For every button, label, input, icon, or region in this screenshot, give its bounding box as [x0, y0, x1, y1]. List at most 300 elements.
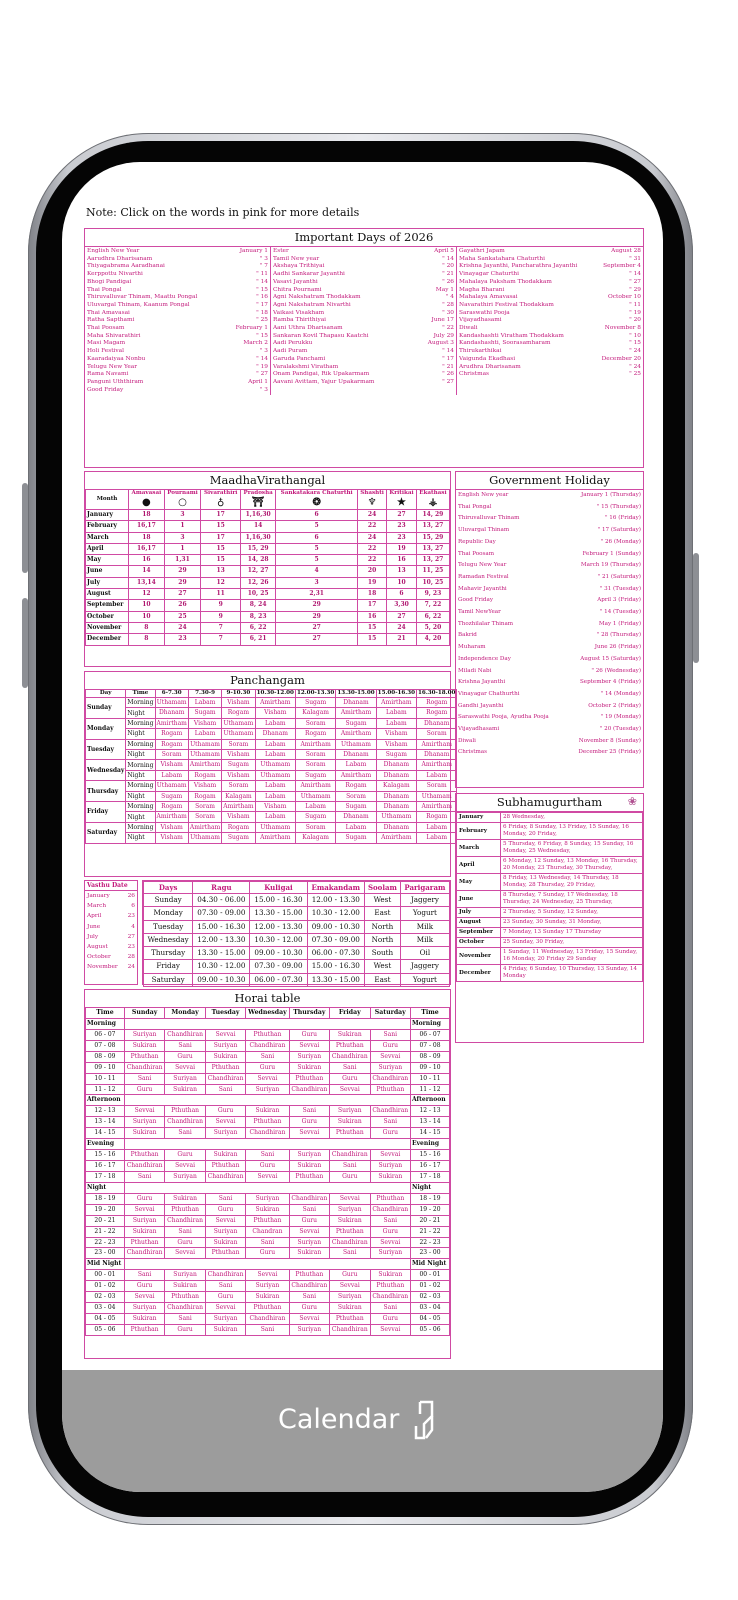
horai-cell[interactable]: Sevvai: [370, 1150, 410, 1161]
maadha-cell[interactable]: 15: [358, 622, 387, 633]
panchangam-cell[interactable]: Soram: [188, 802, 221, 812]
holiday-name[interactable]: Thai Poosam: [458, 550, 495, 557]
maadha-cell[interactable]: 14, 28: [241, 555, 276, 566]
horai-cell[interactable]: Pthuthan: [124, 1324, 164, 1335]
horai-cell[interactable]: Guru: [370, 1226, 410, 1237]
panchangam-cell[interactable]: Rogam: [336, 781, 376, 791]
horai-cell[interactable]: Guru: [246, 1062, 289, 1073]
panchangam-cell[interactable]: Soram: [295, 750, 335, 760]
important-day-name[interactable]: Vaikasi Visakham: [273, 309, 325, 316]
horai-cell[interactable]: Sani: [165, 1040, 205, 1051]
subha-dates[interactable]: 8 Friday, 13 Wednesday, 14 Thursday, 18 Monday, 28 Thursday, 29 Friday,: [501, 874, 643, 891]
holiday-name[interactable]: Muharam: [458, 644, 486, 651]
panchangam-cell[interactable]: Labam: [376, 718, 416, 728]
horai-cell[interactable]: Pthuthan: [370, 1193, 410, 1204]
horai-cell[interactable]: Sani: [165, 1128, 205, 1139]
important-day-row[interactable]: [459, 256, 641, 264]
important-day-name[interactable]: Thai Poosam: [87, 325, 125, 332]
panchangam-cell[interactable]: Dhanam: [336, 812, 376, 822]
panchangam-cell[interactable]: Uthamam: [255, 822, 295, 832]
important-day-name[interactable]: Maha Shivarathiri: [87, 332, 141, 339]
panchangam-cell[interactable]: Uthamam: [156, 782, 187, 790]
important-day-row[interactable]: [459, 340, 641, 348]
panchangam-cell[interactable]: Labam: [255, 750, 295, 760]
panchangam-cell[interactable]: Visham: [376, 729, 416, 739]
important-day-row[interactable]: [87, 333, 268, 341]
panchangam-cell[interactable]: Rogam: [188, 791, 221, 801]
important-day-row[interactable]: [273, 302, 454, 310]
holiday-name[interactable]: Uluvargal Thinam: [458, 527, 510, 534]
panchangam-cell[interactable]: Labam: [417, 770, 457, 780]
panchangam-cell[interactable]: Rogam: [155, 729, 188, 739]
horai-cell[interactable]: Chandhiran: [330, 1237, 370, 1248]
horai-cell[interactable]: Suriyan: [330, 1292, 370, 1303]
panchangam-cell[interactable]: Sugam: [336, 833, 376, 843]
horai-cell[interactable]: Guru: [370, 1040, 410, 1051]
holiday-name[interactable]: Vinayagar Chathurthi: [458, 690, 520, 697]
panchangam-cell[interactable]: Visham: [222, 698, 255, 708]
government-holiday-row[interactable]: [456, 712, 643, 724]
maadha-cell[interactable]: 13: [387, 566, 417, 577]
important-day-row[interactable]: [459, 248, 641, 256]
panchangam-cell[interactable]: Soram: [295, 760, 335, 770]
holiday-name[interactable]: Diwali: [458, 737, 476, 744]
important-day-name[interactable]: Mahalaya Amavasai: [459, 294, 518, 301]
horai-cell[interactable]: Suriyan: [205, 1128, 245, 1139]
maadha-cell[interactable]: 7: [201, 622, 241, 633]
horai-cell[interactable]: Sevvai: [289, 1226, 329, 1237]
important-day-name[interactable]: Bhogi Pandigai: [87, 278, 132, 285]
horai-cell[interactable]: Sani: [370, 1303, 410, 1314]
maadha-cell[interactable]: 10: [129, 600, 165, 611]
maadha-cell[interactable]: 24: [164, 622, 201, 633]
horai-cell[interactable]: Suriyan: [330, 1106, 370, 1117]
maadha-cell[interactable]: 3,30: [387, 600, 417, 611]
horai-cell[interactable]: Sevvai: [124, 1292, 164, 1303]
panchangam-cell[interactable]: Labam: [417, 822, 457, 832]
government-holiday-row[interactable]: [456, 490, 643, 502]
horai-cell[interactable]: Sukiran: [289, 1062, 329, 1073]
important-day-name[interactable]: Arudhra Dharisanam: [459, 363, 521, 370]
horai-cell[interactable]: Guru: [205, 1106, 245, 1117]
government-holiday-row[interactable]: [456, 654, 643, 666]
government-holiday-row[interactable]: [456, 630, 643, 642]
maadha-cell[interactable]: 10, 25: [416, 577, 449, 588]
important-day-row[interactable]: [87, 356, 268, 364]
horai-cell[interactable]: Sukiran: [165, 1084, 205, 1095]
important-day-name[interactable]: Telugu New Year: [87, 363, 138, 370]
panchangam-cell[interactable]: Visham: [255, 708, 295, 718]
panchangam-cell[interactable]: Visham: [222, 770, 255, 780]
panchangam-cell[interactable]: Uthamam: [223, 719, 254, 727]
subha-dates[interactable]: 28 Wednesday,: [501, 813, 643, 823]
vasthu-row[interactable]: [85, 901, 137, 911]
horai-cell[interactable]: Guru: [370, 1128, 410, 1139]
panchangam-cell[interactable]: Sugam: [295, 770, 335, 780]
maadha-cell[interactable]: 27: [164, 589, 201, 600]
horai-cell[interactable]: Sevvai: [289, 1040, 329, 1051]
important-day-name[interactable]: Aadi Perukku: [273, 340, 313, 347]
important-day-row[interactable]: [459, 287, 641, 295]
horai-cell[interactable]: Sukiran: [246, 1106, 289, 1117]
maadha-cell[interactable]: 6, 22: [416, 611, 449, 622]
important-day-name[interactable]: Thiyagabrama Aaradhanai: [87, 263, 165, 270]
horai-cell[interactable]: Guru: [330, 1073, 370, 1084]
important-day-name[interactable]: Good Friday: [87, 386, 124, 393]
panchangam-cell[interactable]: Uthamam: [376, 812, 416, 822]
maadha-cell[interactable]: 12, 26: [241, 577, 276, 588]
important-day-row[interactable]: [459, 317, 641, 325]
important-day-row[interactable]: [459, 302, 641, 310]
panchangam-cell[interactable]: Rogam: [188, 770, 221, 780]
important-day-row[interactable]: [459, 325, 641, 333]
maadha-cell[interactable]: 14, 29: [416, 510, 449, 521]
vasthu-month[interactable]: March: [87, 903, 107, 910]
maadha-cell[interactable]: 23: [164, 634, 201, 645]
horai-cell[interactable]: Sani: [370, 1117, 410, 1128]
maadha-cell[interactable]: 8, 23: [241, 611, 276, 622]
maadha-cell[interactable]: 5, 20: [416, 622, 449, 633]
vasthu-row[interactable]: [85, 962, 137, 972]
important-day-row[interactable]: [273, 294, 454, 302]
important-day-row[interactable]: [459, 294, 641, 302]
horai-cell[interactable]: Guru: [289, 1303, 329, 1314]
important-day-name[interactable]: Ester: [273, 248, 289, 254]
panchangam-cell[interactable]: Kalagam: [222, 791, 255, 801]
horai-cell[interactable]: Guru: [289, 1030, 329, 1041]
important-day-row[interactable]: [87, 348, 268, 356]
horai-cell[interactable]: Sani: [205, 1084, 245, 1095]
holiday-name[interactable]: Saraswathi Pooja, Ayudha Pooja: [458, 714, 549, 721]
important-day-name[interactable]: Panguni Uththiram: [87, 378, 144, 385]
maadha-cell[interactable]: 21: [387, 634, 417, 645]
government-holiday-row[interactable]: [456, 525, 643, 537]
important-day-row[interactable]: [87, 340, 268, 348]
horai-cell[interactable]: Chandhiran: [289, 1281, 329, 1292]
horai-cell[interactable]: Chandhiran: [330, 1150, 370, 1161]
panchangam-cell[interactable]: Amirtham: [189, 823, 221, 831]
panchangam-cell[interactable]: Rogam: [417, 708, 457, 718]
horai-cell[interactable]: Sevvai: [289, 1313, 329, 1324]
government-holiday-row[interactable]: [456, 584, 643, 596]
maadha-cell[interactable]: 5: [276, 543, 358, 554]
subha-dates[interactable]: 1 Sunday, 11 Wednesday, 13 Friday, 15 Sunday, 16 Monday, 20 Friday 29 Sunday: [501, 948, 643, 965]
important-day-name[interactable]: Garuda Panchami: [273, 355, 326, 362]
vasthu-month[interactable]: January: [87, 893, 110, 899]
maadha-cell[interactable]: 16: [358, 611, 387, 622]
important-day-row[interactable]: [273, 310, 454, 318]
important-day-name[interactable]: Tamil New year: [273, 255, 320, 262]
important-day-row[interactable]: [87, 279, 268, 287]
maadha-cell[interactable]: 12, 27: [241, 566, 276, 577]
horai-cell[interactable]: Pthuthan: [289, 1171, 329, 1182]
important-day-row[interactable]: [273, 371, 454, 379]
important-day-name[interactable]: Sankaran Kovil Thapasu Kaatchi: [273, 332, 369, 339]
horai-cell[interactable]: Sevvai: [370, 1324, 410, 1335]
horai-cell[interactable]: Sevvai: [165, 1248, 205, 1259]
horai-cell[interactable]: Sevvai: [124, 1106, 164, 1117]
horai-cell[interactable]: Sevvai: [205, 1117, 245, 1128]
vasthu-month[interactable]: October: [87, 954, 111, 961]
maadha-cell[interactable]: 18: [129, 532, 165, 543]
maadha-cell[interactable]: 8, 24: [241, 600, 276, 611]
panchangam-cell[interactable]: Amirtham: [295, 781, 335, 791]
panchangam-cell[interactable]: Amirtham: [223, 803, 254, 811]
subha-dates[interactable]: 5 Thursday, 6 Friday, 8 Sunday, 15 Sunday, 16 Monday, 25 Wednesday,: [501, 840, 643, 857]
important-day-row[interactable]: [87, 364, 268, 372]
important-day-row[interactable]: [459, 271, 641, 279]
important-day-row[interactable]: [459, 263, 641, 271]
government-holiday-row[interactable]: [456, 724, 643, 736]
important-day-name[interactable]: Navarathiri Festival Thodakkam: [459, 301, 554, 308]
horai-cell[interactable]: Pthuthan: [289, 1270, 329, 1281]
vasthu-month[interactable]: July: [87, 933, 99, 940]
panchangam-cell[interactable]: Labam: [336, 822, 376, 832]
government-holiday-row[interactable]: [456, 513, 643, 525]
maadha-cell[interactable]: 20: [358, 566, 387, 577]
horai-cell[interactable]: Suriyan: [370, 1062, 410, 1073]
horai-cell[interactable]: Sevvai: [330, 1193, 370, 1204]
subha-dates[interactable]: 8 Thursday, 7 Sunday, 17 Wednesday, 18 Thursday, 24 Wednesday, 25 Thursday,: [501, 891, 643, 908]
important-day-row[interactable]: [87, 287, 268, 295]
government-holiday-row[interactable]: [456, 572, 643, 584]
panchangam-cell[interactable]: Rogam: [417, 698, 457, 708]
important-day-row[interactable]: [459, 364, 641, 372]
panchangam-cell[interactable]: Soram: [188, 812, 221, 822]
vasthu-row[interactable]: [85, 932, 137, 942]
maadha-cell[interactable]: 17: [358, 600, 387, 611]
panchangam-cell[interactable]: Uthamam: [255, 760, 295, 770]
maadha-cell[interactable]: 10, 25: [241, 589, 276, 600]
horai-cell[interactable]: Pthuthan: [246, 1215, 289, 1226]
horai-cell[interactable]: Sukiran: [330, 1030, 370, 1041]
maadha-cell[interactable]: 1,31: [164, 555, 201, 566]
maadha-cell[interactable]: 19: [358, 577, 387, 588]
panchangam-cell[interactable]: Visham: [222, 812, 255, 822]
panchangam-cell[interactable]: Uthamam: [190, 740, 220, 748]
maadha-cell[interactable]: 23: [387, 532, 417, 543]
important-day-name[interactable]: Vaigunda Ekadhasi: [459, 355, 516, 362]
horai-cell[interactable]: Pthuthan: [370, 1084, 410, 1095]
maadha-cell[interactable]: 1,16,30: [241, 532, 276, 543]
important-day-row[interactable]: [459, 371, 641, 379]
horai-cell[interactable]: Suriyan: [124, 1117, 164, 1128]
horai-cell[interactable]: Pthuthan: [289, 1073, 329, 1084]
horai-cell[interactable]: Chandhiran: [370, 1292, 410, 1303]
maadha-cell[interactable]: 27: [276, 622, 358, 633]
maadha-cell[interactable]: 19: [387, 543, 417, 554]
important-day-row[interactable]: [273, 348, 454, 356]
panchangam-cell[interactable]: Labam: [255, 718, 295, 728]
important-day-name[interactable]: Chitra Pournami: [273, 286, 322, 293]
panchangam-cell[interactable]: Sugam: [222, 833, 255, 843]
holiday-name[interactable]: Miladi Nabi: [458, 667, 492, 674]
panchangam-cell[interactable]: Dhanam: [376, 802, 416, 812]
maadha-cell[interactable]: 27: [387, 510, 417, 521]
important-day-row[interactable]: [87, 256, 268, 264]
horai-cell[interactable]: Sani: [124, 1171, 164, 1182]
horai-cell[interactable]: Guru: [165, 1324, 205, 1335]
maadha-cell[interactable]: 6: [387, 589, 417, 600]
important-day-row[interactable]: [87, 294, 268, 302]
horai-cell[interactable]: Suriyan: [124, 1303, 164, 1314]
important-day-name[interactable]: Uluvargal Thinam, Kaanum Pongal: [87, 301, 190, 308]
maadha-cell[interactable]: 9: [201, 611, 241, 622]
horai-cell[interactable]: Suriyan: [289, 1150, 329, 1161]
maadha-cell[interactable]: 24: [387, 622, 417, 633]
maadha-cell[interactable]: 6: [276, 510, 358, 521]
holiday-name[interactable]: Thiruvalluvar Thinam: [458, 515, 520, 522]
panchangam-cell[interactable]: Labam: [255, 812, 295, 822]
horai-cell[interactable]: Suriyan: [246, 1084, 289, 1095]
panchangam-cell[interactable]: Labam: [376, 708, 416, 718]
maadha-cell[interactable]: 4: [276, 566, 358, 577]
holiday-name[interactable]: Thozhilalar Thinam: [458, 620, 514, 627]
maadha-cell[interactable]: 16,17: [129, 543, 165, 554]
panchangam-cell[interactable]: Rogam: [222, 708, 255, 718]
horai-cell[interactable]: Chandhiran: [246, 1313, 289, 1324]
horai-cell[interactable]: Chandhiran: [246, 1040, 289, 1051]
important-day-name[interactable]: Kandashashti Viratham Thodakkam: [459, 332, 564, 339]
panchangam-cell[interactable]: Rogam: [155, 802, 188, 812]
horai-cell[interactable]: Guru: [246, 1161, 289, 1172]
panchangam-cell[interactable]: Dhanam: [336, 698, 376, 708]
maadha-cell[interactable]: 9, 23: [416, 589, 449, 600]
panchangam-cell[interactable]: Uthamam: [190, 751, 220, 759]
panchangam-cell[interactable]: Sugam: [376, 750, 416, 760]
horai-cell[interactable]: Pthuthan: [124, 1237, 164, 1248]
horai-cell[interactable]: Suriyan: [289, 1051, 329, 1062]
government-holiday-row[interactable]: [456, 736, 643, 748]
calendar-swap-icon[interactable]: [412, 1398, 438, 1442]
holiday-name[interactable]: Tamil NewYear: [458, 609, 501, 616]
important-day-row[interactable]: [273, 256, 454, 264]
horai-cell[interactable]: Sevvai: [246, 1073, 289, 1084]
horai-cell[interactable]: Sani: [370, 1030, 410, 1041]
important-day-name[interactable]: Aani Uthra Dharisanam: [273, 325, 343, 332]
vasthu-month[interactable]: April: [87, 913, 102, 920]
subha-dates[interactable]: 23 Sunday, 30 Sunday, 31 Monday,: [501, 918, 643, 928]
panchangam-cell[interactable]: Rogam: [155, 739, 188, 749]
maadha-cell[interactable]: 16: [387, 555, 417, 566]
panchangam-cell[interactable]: Visham: [188, 718, 221, 728]
government-holiday-row[interactable]: [456, 549, 643, 561]
panchangam-cell[interactable]: Soram: [155, 750, 188, 760]
important-day-name[interactable]: Ramba Thirithiyai: [273, 317, 327, 324]
horai-cell[interactable]: Sani: [289, 1292, 329, 1303]
horai-cell[interactable]: Suriyan: [165, 1073, 205, 1084]
horai-cell[interactable]: Sukiran: [124, 1040, 164, 1051]
vasthu-row[interactable]: [85, 911, 137, 921]
panchangam-cell[interactable]: Rogam: [222, 822, 255, 832]
maadha-cell[interactable]: 7: [201, 634, 241, 645]
horai-cell[interactable]: Sukiran: [124, 1128, 164, 1139]
important-day-name[interactable]: Vasavi Jayanthi: [273, 278, 318, 285]
horai-cell[interactable]: Sevvai: [124, 1204, 164, 1215]
maadha-cell[interactable]: 12: [201, 577, 241, 588]
important-day-name[interactable]: Aarudhra Dharisanam: [87, 255, 153, 262]
calendar-label[interactable]: Calendar: [278, 1404, 400, 1435]
horai-cell[interactable]: Suriyan: [330, 1204, 370, 1215]
maadha-cell[interactable]: 2,31: [276, 589, 358, 600]
maadha-cell[interactable]: 22: [358, 543, 387, 554]
maadha-cell[interactable]: 24: [358, 510, 387, 521]
panchangam-cell[interactable]: Amirtham: [417, 802, 457, 812]
horai-cell[interactable]: Sevvai: [165, 1161, 205, 1172]
holiday-name[interactable]: English New year: [458, 492, 509, 498]
panchangam-cell[interactable]: Uthamam: [156, 699, 187, 706]
holiday-name[interactable]: Ramadan Festival: [458, 573, 509, 580]
holiday-name[interactable]: Mahavir Jayanthi: [458, 585, 507, 592]
maadha-cell[interactable]: 29: [276, 600, 358, 611]
important-day-row[interactable]: [87, 325, 268, 333]
maadha-cell[interactable]: 29: [164, 566, 201, 577]
horai-cell[interactable]: Sani: [289, 1106, 329, 1117]
panchangam-cell[interactable]: Labam: [336, 760, 376, 770]
horai-cell[interactable]: Chandhiran: [289, 1193, 329, 1204]
important-day-name[interactable]: English New Year: [87, 248, 140, 254]
maadha-cell[interactable]: 9: [201, 600, 241, 611]
important-day-name[interactable]: Agni Nakshatram Nivarthi: [273, 301, 351, 308]
horai-cell[interactable]: Pthuthan: [165, 1204, 205, 1215]
horai-cell[interactable]: Sukiran: [330, 1215, 370, 1226]
important-day-row[interactable]: [87, 387, 268, 395]
horai-cell[interactable]: Sukiran: [124, 1226, 164, 1237]
horai-cell[interactable]: Suriyan: [289, 1324, 329, 1335]
important-day-row[interactable]: [273, 356, 454, 364]
horai-cell[interactable]: Chandran: [246, 1226, 289, 1237]
horai-cell[interactable]: Guru: [124, 1084, 164, 1095]
panchangam-cell[interactable]: Uthamam: [336, 739, 376, 749]
panchangam-cell[interactable]: Dhanam: [376, 760, 416, 770]
horai-cell[interactable]: Sukiran: [165, 1281, 205, 1292]
horai-cell[interactable]: Chandhiran: [165, 1303, 205, 1314]
important-day-name[interactable]: Kerppottu Nivarthi: [87, 271, 143, 278]
important-day-name[interactable]: Thai Amavasai: [87, 309, 130, 316]
subha-dates[interactable]: 4 Friday, 6 Sunday, 10 Thursday, 13 Sunday, 14 Monday: [501, 965, 643, 982]
panchangam-cell[interactable]: Soram: [417, 729, 457, 739]
panchangam-cell[interactable]: Amirtham: [336, 770, 376, 780]
horai-cell[interactable]: Suriyan: [165, 1171, 205, 1182]
government-holiday-row[interactable]: [456, 502, 643, 514]
horai-cell[interactable]: Suriyan: [205, 1226, 245, 1237]
horai-cell[interactable]: Sevvai: [330, 1084, 370, 1095]
horai-cell[interactable]: Pthuthan: [205, 1248, 245, 1259]
horai-cell[interactable]: Guru: [124, 1193, 164, 1204]
horai-cell[interactable]: Sukiran: [205, 1237, 245, 1248]
important-day-name[interactable]: Rama Navami: [87, 371, 129, 378]
important-day-row[interactable]: [87, 379, 268, 387]
horai-cell[interactable]: Sukiran: [165, 1193, 205, 1204]
vasthu-month[interactable]: November: [87, 964, 118, 971]
horai-cell[interactable]: Sani: [330, 1062, 370, 1073]
important-day-name[interactable]: Varalakshmi Viratham: [273, 363, 339, 370]
horai-cell[interactable]: Chandhiran: [205, 1270, 245, 1281]
maadha-cell[interactable]: 16: [129, 555, 165, 566]
important-day-name[interactable]: Vijayadhasami: [459, 317, 502, 324]
important-day-row[interactable]: [87, 271, 268, 279]
horai-cell[interactable]: Chandhiran: [165, 1215, 205, 1226]
horai-cell[interactable]: Sani: [246, 1150, 289, 1161]
panchangam-cell[interactable]: Labam: [295, 802, 335, 812]
panchangam-cell[interactable]: Uthamam: [417, 791, 457, 801]
important-day-name[interactable]: Thai Pongal: [87, 286, 122, 293]
important-day-name[interactable]: Thirukarthikai: [459, 348, 502, 355]
subha-dates[interactable]: 6 Friday, 8 Sunday, 13 Friday, 15 Sunday, 16 Monday, 20 Friday,: [501, 823, 643, 840]
panchangam-cell[interactable]: Amirtham: [417, 760, 457, 770]
maadha-cell[interactable]: 3: [164, 532, 201, 543]
panchangam-cell[interactable]: Visham: [222, 750, 255, 760]
